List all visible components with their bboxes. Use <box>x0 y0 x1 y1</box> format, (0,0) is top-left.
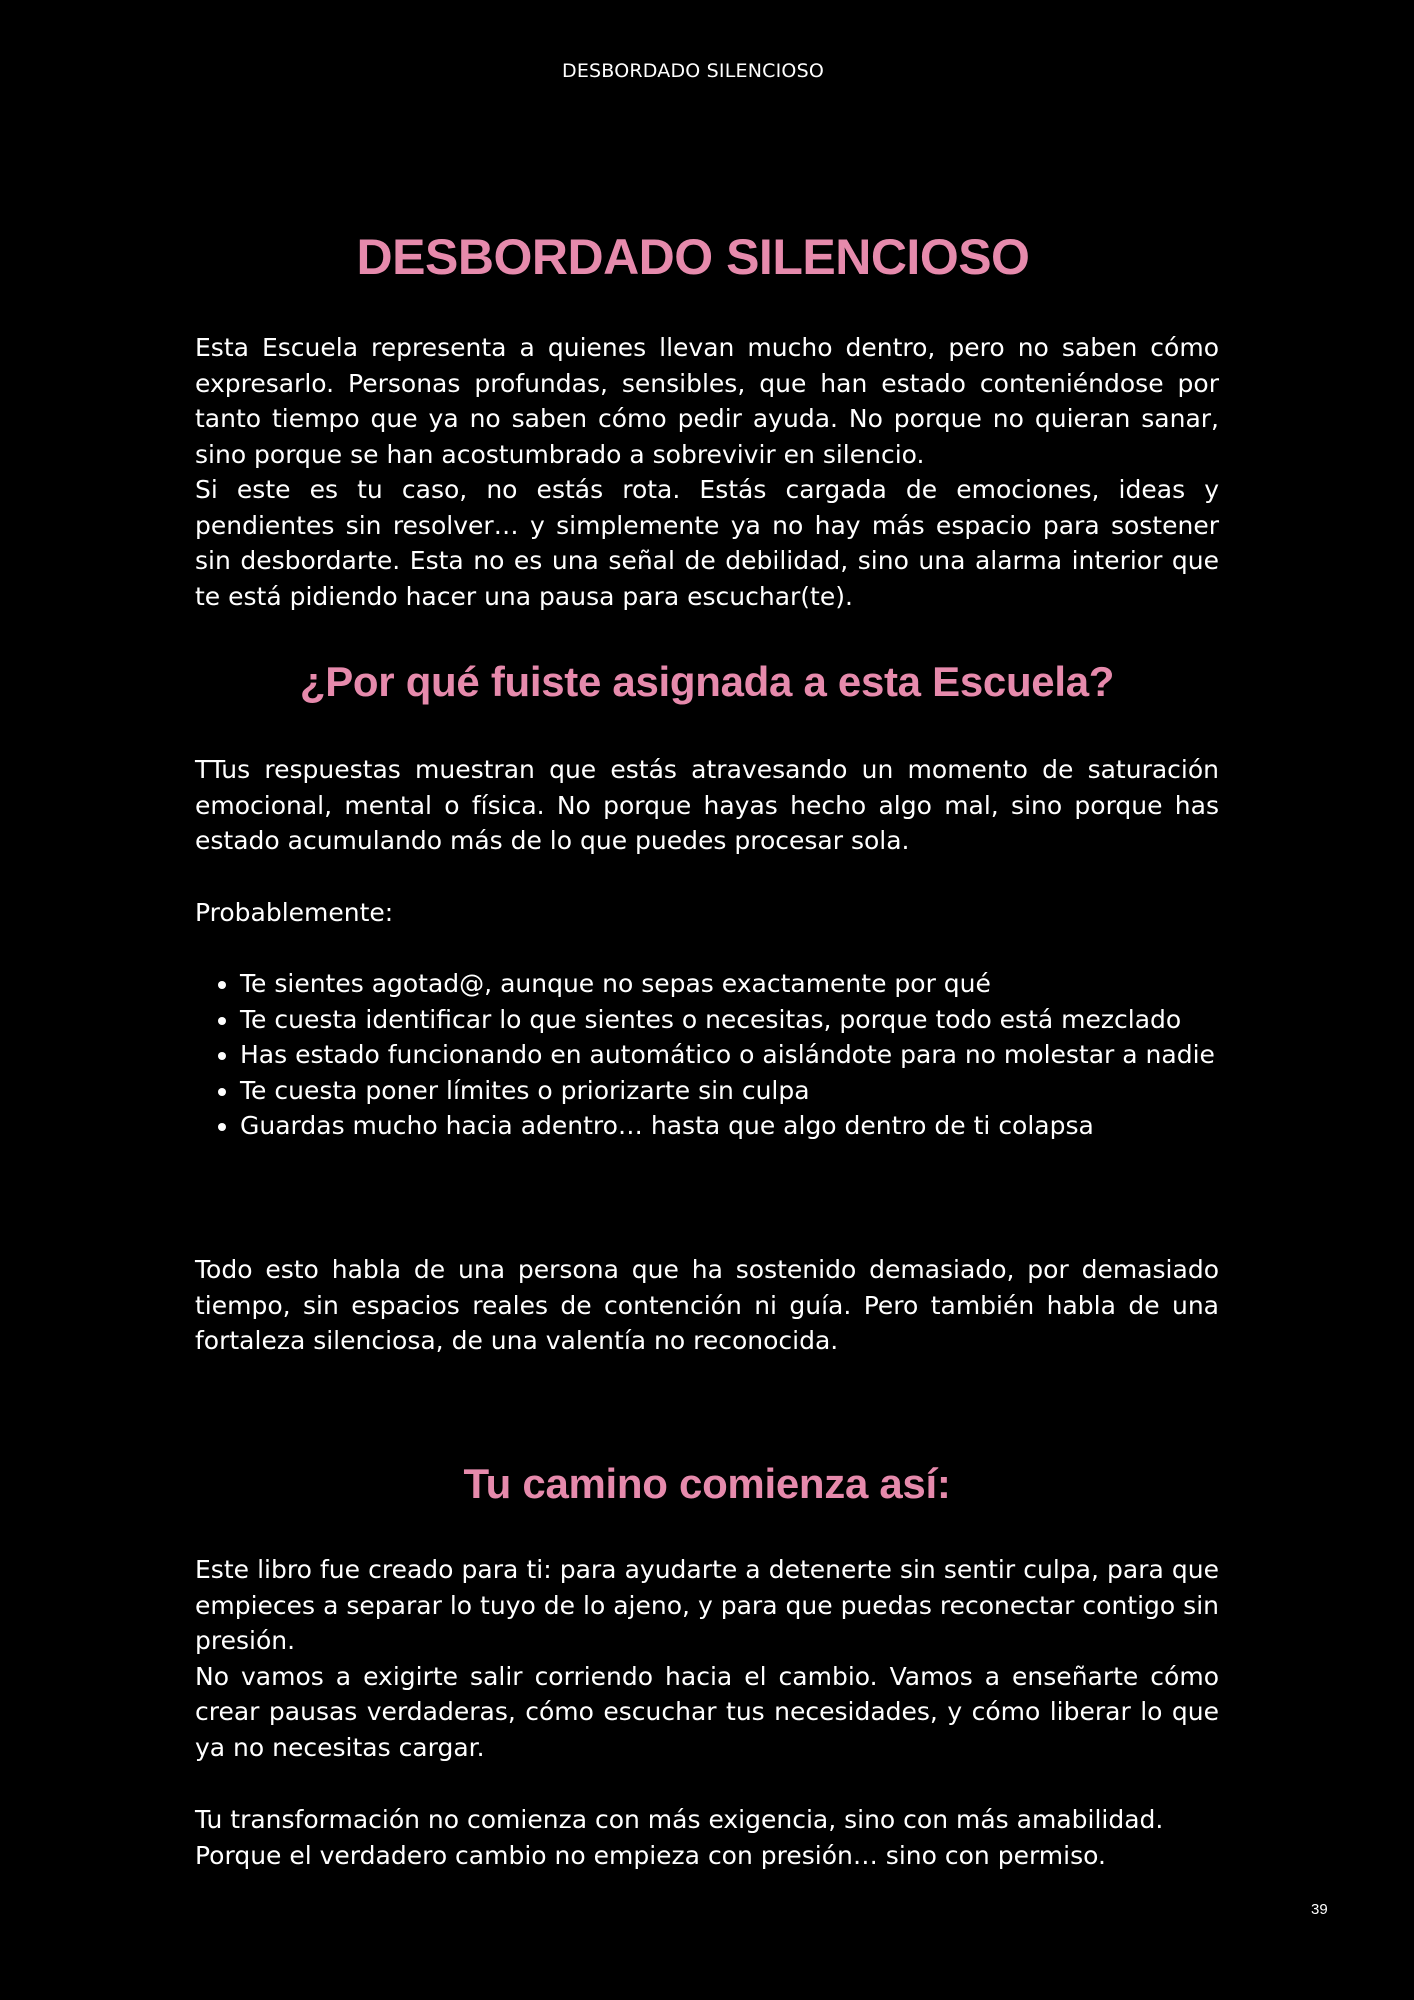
list-item: • Te cuesta identificar lo que sientes o necesitas, porque todo está mezclado <box>240 1002 1219 1038</box>
path-closing <box>195 1802 1219 1873</box>
page-number: 39 <box>1311 1901 1328 1918</box>
section-heading-path: Tu camino comienza así: <box>463 1460 951 1507</box>
symptom-list <box>195 966 1219 1144</box>
why-closing <box>195 1252 1219 1359</box>
why-paragraph-1: TTus respuestas muestran que estás atravesando un momento de saturación emocional, mental o física. No porque hayas hecho algo mal, sino porque has estado acumulando más de lo que puedes procesar sola. <box>195 755 1219 855</box>
why-lead <box>195 895 1219 931</box>
path-paragraph-2: No vamos a exigirte salir corriendo hacia el cambio. Vamos a enseñarte cómo crear pausas verdaderas, cómo escuchar tus necesidades, y cómo liberar lo que ya no necesitas cargar. <box>195 1661 1219 1762</box>
path-paragraph-3: Tu transformación no comienza con más exigencia, sino con más amabilidad. <box>195 1805 1164 1834</box>
path-paragraph-4: Porque el verdadero cambio no empieza con presión… sino con permiso. <box>195 1840 1106 1870</box>
path-paragraph-1: Este libro fue creado para ti: para ayudarte a detenerte sin sentir culpa, para que empieces a separar lo tuyo de lo ajeno, y para que puedas reconectar contigo sin presión. <box>195 1555 1219 1655</box>
section-heading-why: ¿Por qué fuiste asignada a esta Escuela? <box>299 658 1115 705</box>
running-header: DESBORDADO SILENCIOSO <box>562 60 824 82</box>
intro-paragraph-2: Si este es tu caso, no estás rota. Estás cargada de emociones, ideas y pendientes sin resolver… y simplemente ya no hay más espacio para sostener sin desbordarte. Esta no es una señal de debilidad, sino una alarma interior que te está pidiendo hacer una pausa para escuchar(te). <box>195 475 1219 611</box>
list-item: • Te cuesta poner límites o priorizarte sin culpa <box>240 1073 1219 1109</box>
intro-paragraph-1: Esta Escuela representa a quienes llevan mucho dentro, pero no saben cómo expresarlo. Personas profundas, sensibles, que han estado conteniéndose por tanto tiempo que ya no saben cómo pedir ayuda. No porque no quieran sanar, sino porque se han acostumbrado a sobrevivir en silencio. <box>195 333 1219 469</box>
why-paragraph-2: Todo esto habla de una persona que ha sostenido demasiado, por demasiado tiempo, sin espacios reales de contención ni guía. Pero también habla de una fortaleza silenciosa, de una valentía no reconocida. <box>195 1255 1219 1355</box>
list-item: • Te sientes agotad@, aunque no sepas exactamente por qué <box>240 966 1219 1002</box>
intro-section <box>195 330 1219 614</box>
path-section <box>195 1552 1219 1765</box>
list-item: • Has estado funcionando en automático o aislándote para no molestar a nadie <box>240 1037 1219 1073</box>
why-section <box>195 752 1219 859</box>
page-title: DESBORDADO SILENCIOSO <box>356 229 1030 285</box>
probablemente-label: Probablemente: <box>195 898 394 927</box>
list-item: • Guardas mucho hacia adentro… hasta que algo dentro de ti colapsa <box>240 1108 1219 1144</box>
